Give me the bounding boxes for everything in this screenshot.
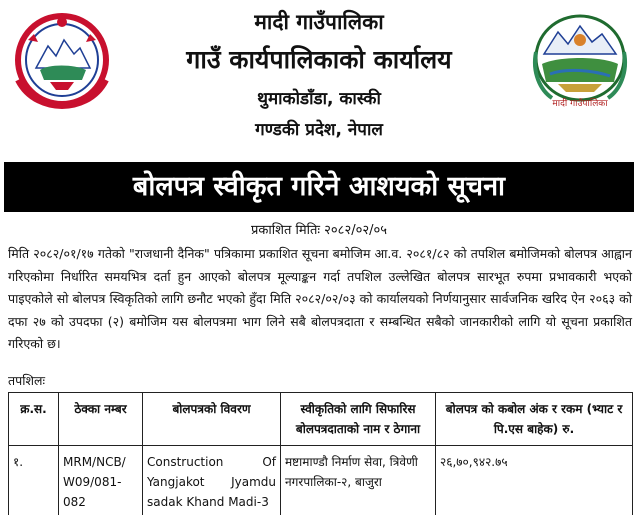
published-date: प्रकाशित मितिः २०८२/०२/०५ [250,223,387,238]
cell-amount: २६,७०,९४२.७५ [436,446,633,515]
header-bidder: स्वीकृतिको लागि सिफारिस बोलपत्रदाताको नाम र ठेगाना [281,393,436,446]
notice-title: बोलपत्र स्वीकृत गरिने आशयको सूचना [4,162,634,212]
details-label: तपशिलः [8,373,45,388]
notice-body: मिति २०८२/०१/१७ गतेको "राजधानी दैनिक" पत्रिकामा प्रकाशित सूचना बमोजिम आ.व. २०८१/८२ को तपशिल बमोजिमको बोलपत्र आह्वान गरिएकोमा निर्धारित समयभित्र दर्ता हुन आएको बोलपत्र मूल्याङ्कन गर्दा तपशिल उल्लेखित बोलपत्र सारभूत रुपमा प्रभावकारी भएको पाइएकोले सो बोलपत्र स्विकृतिको लागि छनौट भएको हुँदा मिति २०८२/०२/०३ को कार्यालयको निर्णयानुसार सार्वजनिक खरिद ऐन २०६३ को दफा २७ को उपदफा (२) बमोजिम यस बोलपत्रमा भाग लिने सबै बोलपत्रदाता र सम्बन्धित सबैको जानकारीको लागि यो सूचना प्रकाशित गरिएको छ। [8,246,632,351]
cell-description: Construction Of Yangjakot Jyamdu sadak Khand Madi-3 [143,446,281,515]
header-sn: क्र.स. [9,393,59,446]
table-row [9,446,633,515]
province-name: गण्डकी प्रदेश, नेपाल [255,120,383,140]
header-amount: बोलपत्र को कबोल अंक र रकम (भ्याट र पि.एस बाहेक) रु. [436,393,633,446]
cell-bidder: मष्टामाण्डौ निर्माण सेवा, त्रिवेणी नगरपालिका-२, बाजुरा [281,446,436,515]
header-contract-no: ठेक्का नम्बर [59,393,143,446]
notice-header [0,0,638,158]
municipality-name: मादी गाउँपालिका [254,10,384,34]
cell-sn: १. [9,446,59,515]
logo-caption: मादी गाउँपालिका [552,99,608,109]
office-location: थुमाकोडाँडा, कास्की [257,89,381,109]
table-header-row [9,393,633,446]
cell-contract-no: MRM/NCB/ W09/081-082 [59,446,143,515]
office-name: गाउँ कार्यपालिकाको कार्यालय [186,45,452,74]
header-description: बोलपत्रको विवरण [143,393,281,446]
tender-table [8,392,633,515]
